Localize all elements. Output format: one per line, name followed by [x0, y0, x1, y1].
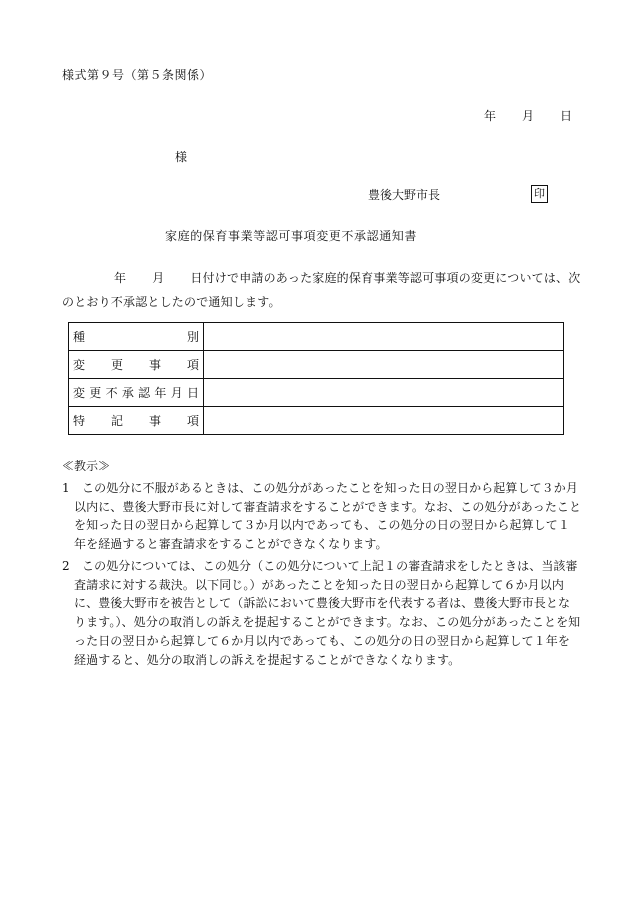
- notice-item-number: 1: [62, 481, 70, 495]
- table-row-label-text: [73, 331, 199, 343]
- table-row: [69, 351, 564, 379]
- table-row-value[interactable]: [204, 407, 564, 435]
- table-row-label-text: [73, 415, 199, 427]
- date-day: 日: [560, 109, 573, 123]
- addressee-honorific: 様: [175, 150, 188, 164]
- label-char: 事: [148, 357, 161, 372]
- document-title: 家庭的保育事業等認可事項変更不承認通知書: [165, 229, 418, 243]
- notice-item-text: この処分については、この処分（この処分について上記１の審査請求をしたときは、当該審査請求に対する裁決。以下同じ。）があったことを知った日の翌日から起算して６か月以内に、豊後大野市を被告として（訴訟において豊後大野市を代表する者は、豊後大野市長となります。）、処分の取消しの訴えを提起することができます。なお、この処分があったことを知った日の翌日から起算して６か月以内であっても、この処分の日の翌日から起算して１年を経過すると、処分の取消しの訴えを提起することができなくなります。: [74, 559, 581, 667]
- body-text: 日付けで申請のあった家庭的保育事業等認可事項の変更については、次のとおり不承認としたので通知します。: [62, 271, 581, 309]
- form-number: 様式第９号（第５条関係）: [62, 68, 213, 82]
- table-row-value[interactable]: [204, 351, 564, 379]
- table-row-value[interactable]: [204, 379, 564, 407]
- table-row: [69, 379, 564, 407]
- label-char: 事: [148, 413, 161, 428]
- date-year: 年: [484, 109, 497, 123]
- label-char: 更: [89, 385, 102, 400]
- table-row-label-text: [73, 387, 199, 399]
- table-row-value[interactable]: [204, 323, 564, 351]
- notice-heading: ≪教示≫: [62, 459, 111, 473]
- body-month: 月: [152, 271, 165, 285]
- label-char: 記: [110, 413, 123, 428]
- issuer-name: 豊後大野市長: [368, 188, 441, 202]
- label-char: 変: [73, 385, 86, 400]
- notice-item-number: 2: [62, 559, 70, 573]
- label-char: 項: [186, 413, 199, 428]
- label-char: 承: [121, 385, 134, 400]
- notice-item: [62, 479, 582, 554]
- label-char: 種: [73, 329, 86, 344]
- seal-box: 印: [531, 185, 548, 203]
- label-char: 更: [110, 357, 123, 372]
- label-char: 年: [154, 385, 167, 400]
- date-line: [484, 110, 572, 122]
- table-row: [69, 407, 564, 435]
- label-char: 項: [186, 357, 199, 372]
- label-char: 特: [73, 413, 86, 428]
- label-char: 別: [186, 329, 199, 344]
- body-paragraph: [62, 266, 582, 314]
- label-char: 日: [186, 385, 199, 400]
- table-row-label: [69, 351, 204, 379]
- info-table: [68, 322, 564, 435]
- label-char: 月: [170, 385, 183, 400]
- table-row-label: [69, 379, 204, 407]
- label-char: 不: [105, 385, 118, 400]
- label-char: 変: [73, 357, 86, 372]
- table-row-label-text: [73, 359, 199, 371]
- date-month: 月: [522, 109, 535, 123]
- notice-item-text: この処分に不服があるときは、この処分があったことを知った日の翌日から起算して３か月以内に、豊後大野市長に対して審査請求をすることができます。なお、この処分があったことを知った日の翌日から起算して３か月以内であっても、この処分の日の翌日から起算して１年を経過すると審査請求をすることができなくなります。: [74, 481, 582, 552]
- body-year: 年: [114, 271, 127, 285]
- table-row-label: [69, 323, 204, 351]
- label-char: 認: [138, 385, 151, 400]
- table-row-label: [69, 407, 204, 435]
- notice-item: [62, 557, 582, 669]
- table-row: [69, 323, 564, 351]
